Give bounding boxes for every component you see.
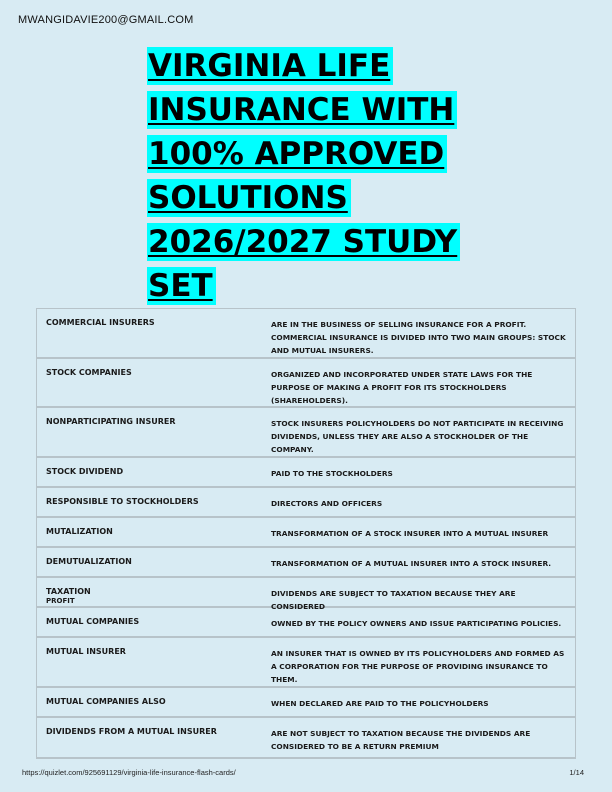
- flashcard-row: [36, 518, 576, 548]
- card-term: STOCK COMPANIES: [46, 368, 132, 377]
- card-definition: ORGANIZED AND INCORPORATED UNDER STATE LAWS FOR THE PURPOSE OF MAKING A PROFIT FOR ITS STOCKHOLDERS (SHAREHOLDERS).: [271, 370, 533, 405]
- flashcard-table: [36, 308, 576, 759]
- card-definition: STOCK INSURERS POLICYHOLDERS DO NOT PARTICIPATE IN RECEIVING DIVIDENDS, UNLESS THEY ARE ALSO A STOCKHOLDER OF THE COMPANY.: [271, 419, 564, 454]
- title-line: SOLUTIONS: [147, 179, 351, 217]
- flashcard-row: [36, 408, 576, 458]
- card-definition: AN INSURER THAT IS OWNED BY ITS POLICYHOLDERS AND FORMED AS A CORPORATION FOR THE PURPOSE OF PROVIDING INSURANCE TO THEM.: [271, 649, 565, 684]
- flashcard-row: [36, 578, 576, 611]
- flashcard-row: [36, 638, 576, 688]
- flashcard-row: [36, 608, 576, 638]
- flashcard-row: [36, 359, 576, 408]
- card-definition: OWNED BY THE POLICY OWNERS AND ISSUE PARTICIPATING POLICIES.: [271, 619, 562, 628]
- card-term: MUTALIZATION: [46, 527, 113, 536]
- flashcard-row: [36, 309, 576, 359]
- card-term: NONPARTICIPATING INSURER: [46, 417, 176, 426]
- card-definition: DIRECTORS AND OFFICERS: [271, 499, 383, 508]
- card-term: MUTUAL COMPANIES ALSO: [46, 697, 166, 706]
- card-definition: PAID TO THE STOCKHOLDERS: [271, 469, 393, 478]
- card-term-sub: PROFIT: [46, 597, 75, 605]
- flashcard-row: [36, 458, 576, 488]
- card-definition: TRANSFORMATION OF A MUTUAL INSURER INTO A STOCK INSURER.: [271, 559, 552, 568]
- card-term: DEMUTUALIZATION: [46, 557, 132, 566]
- page-number: 1/14: [569, 768, 584, 777]
- card-term: DIVIDENDS FROM A MUTUAL INSURER: [46, 727, 217, 736]
- title-line: VIRGINIA LIFE: [147, 47, 393, 85]
- title-line: 2026/2027 STUDY: [147, 223, 460, 261]
- card-term: [37, 578, 261, 606]
- card-definition: WHEN DECLARED ARE PAID TO THE POLICYHOLDERS: [271, 699, 489, 708]
- card-term: STOCK DIVIDEND: [46, 467, 124, 476]
- card-term: MUTUAL INSURER: [46, 647, 126, 656]
- flashcard-row: [36, 488, 576, 518]
- flashcard-row: [36, 718, 576, 759]
- card-definition: DIVIDENDS ARE SUBJECT TO TAXATION BECAUSE THEY ARE CONSIDERED: [271, 589, 516, 611]
- card-definition: ARE NOT SUBJECT TO TAXATION BECAUSE THE DIVIDENDS ARE CONSIDERED TO BE A RETURN PREMIUM: [271, 729, 531, 751]
- title-line: SET: [147, 267, 216, 305]
- author-email: MWANGIDAVIE200@GMAIL.COM: [18, 14, 194, 26]
- document-title: [147, 44, 567, 308]
- title-line: 100% APPROVED: [147, 135, 447, 173]
- card-definition: TRANSFORMATION OF A STOCK INSURER INTO A MUTUAL INSURER: [271, 529, 549, 538]
- card-term-main: TAXATION: [46, 587, 91, 596]
- card-term: RESPONSIBLE TO STOCKHOLDERS: [46, 497, 199, 506]
- card-term: MUTUAL COMPANIES: [46, 617, 140, 626]
- card-term: COMMERCIAL INSURERS: [46, 318, 155, 327]
- card-definition: ARE IN THE BUSINESS OF SELLING INSURANCE FOR A PROFIT. COMMERCIAL INSURANCE IS DIVIDED INTO TWO MAIN GROUPS: STOCK AND MUTUAL INSURERS.: [271, 320, 566, 355]
- title-line: INSURANCE WITH: [147, 91, 457, 129]
- flashcard-row: [36, 688, 576, 718]
- flashcard-row: [36, 548, 576, 578]
- source-url[interactable]: https://quizlet.com/925691129/virginia-life-insurance-flash-cards/: [22, 768, 236, 777]
